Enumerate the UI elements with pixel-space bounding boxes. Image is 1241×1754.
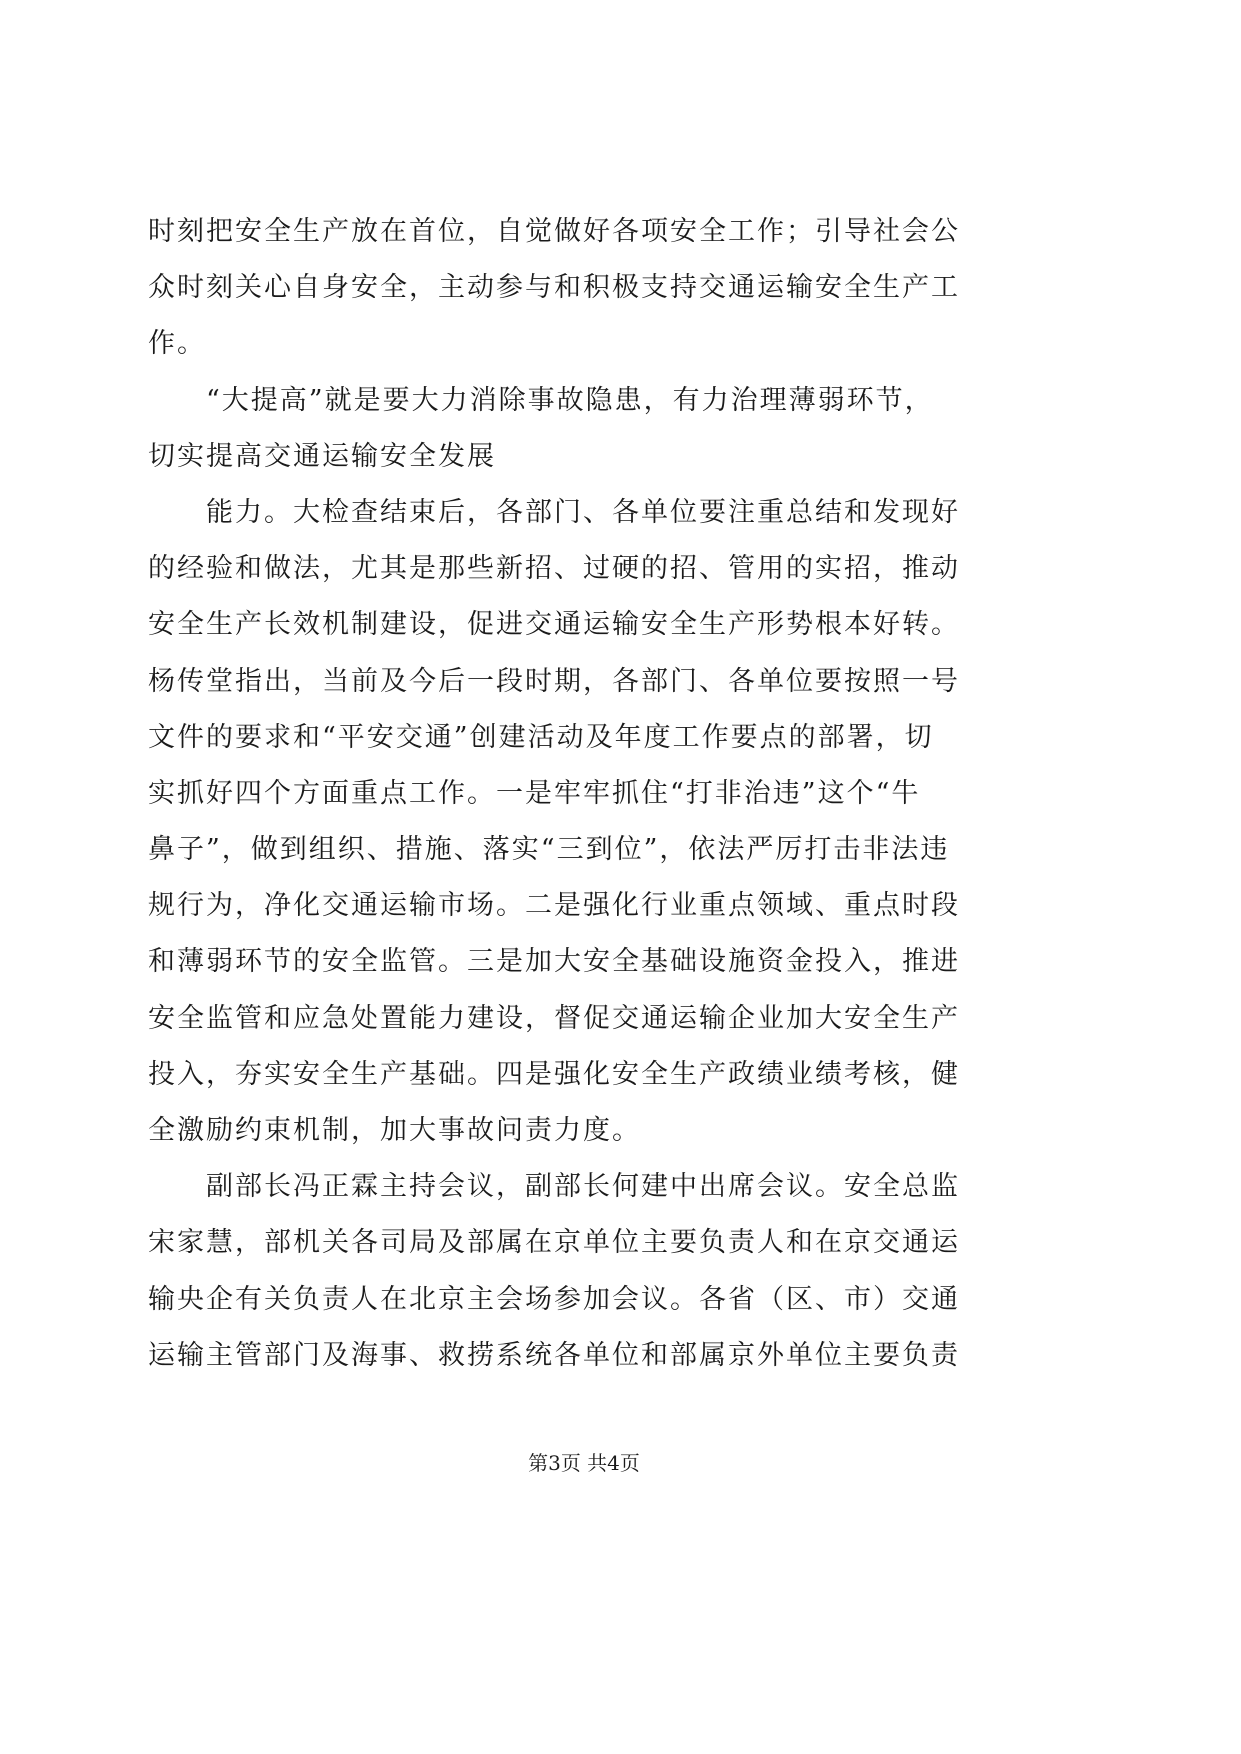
text-line: 众时刻关心自身安全，主动参与和积极支持交通运输安全生产工	[148, 272, 960, 304]
text-line: 输央企有关负责人在北京主会场参加会议。各省（区、市）交通	[148, 1283, 960, 1315]
text-line: 能力。大检查结束后，各部门、各单位要注重总结和发现好	[206, 496, 960, 528]
paragraph-da-tigao	[148, 373, 1008, 485]
document-body	[148, 204, 1008, 1384]
text-line: 宋家慧，部机关各司局及部属在京单位主要负责人和在京交通运	[148, 1227, 960, 1259]
text-line: 和薄弱环节的安全监管。三是加大安全基础设施资金投入，推进	[148, 946, 960, 978]
text-line: 的经验和做法，尤其是那些新招、过硬的招、管用的实招，推动	[148, 553, 960, 585]
text-line: 投入，夯实安全生产基础。四是强化安全生产政绩业绩考核，健	[148, 1058, 960, 1090]
text-line: 安全生产长效机制建设，促进交通运输安全生产形势根本好转。	[148, 609, 960, 641]
paragraph-continuation	[148, 204, 1008, 373]
text-line: 全激励约束机制，加大事故问责力度。	[148, 1115, 641, 1146]
text-line: 副部长冯正霖主持会议，副部长何建中出席会议。安全总监	[206, 1171, 960, 1203]
text-line: 时刻把安全生产放在首位，自觉做好各项安全工作；引导社会公	[148, 216, 960, 247]
text-line: 运输主管部门及海事、救捞系统各单位和部属京外单位主要负责	[148, 1339, 960, 1371]
text-line: 文件的要求和“平安交通”创建活动及年度工作要点的部署，切	[148, 721, 934, 753]
text-line: 安全监管和应急处置能力建设，督促交通运输企业加大安全生产	[148, 1002, 960, 1034]
text-line: 杨传堂指出，当前及今后一段时期，各部门、各单位要按照一号	[148, 665, 960, 697]
text-line: 作。	[148, 328, 206, 360]
text-line: 鼻子”，做到组织、措施、落实“三到位”，依法严厉打击非法违	[148, 834, 950, 866]
paragraph-key-tasks	[148, 485, 1008, 1159]
page-number-footer: 第3页 共4页	[528, 1451, 640, 1475]
text-line: 规行为，净化交通运输市场。二是强化行业重点领域、重点时段	[148, 890, 960, 922]
text-line: 实抓好四个方面重点工作。一是牢牢抓住“打非治违”这个“牛	[148, 777, 921, 809]
text-line: “大提高”就是要大力消除事故隐患，有力治理薄弱环节，	[206, 384, 934, 416]
paragraph-meeting-attendees	[148, 1159, 1008, 1384]
text-line: 切实提高交通运输安全发展	[148, 440, 496, 472]
